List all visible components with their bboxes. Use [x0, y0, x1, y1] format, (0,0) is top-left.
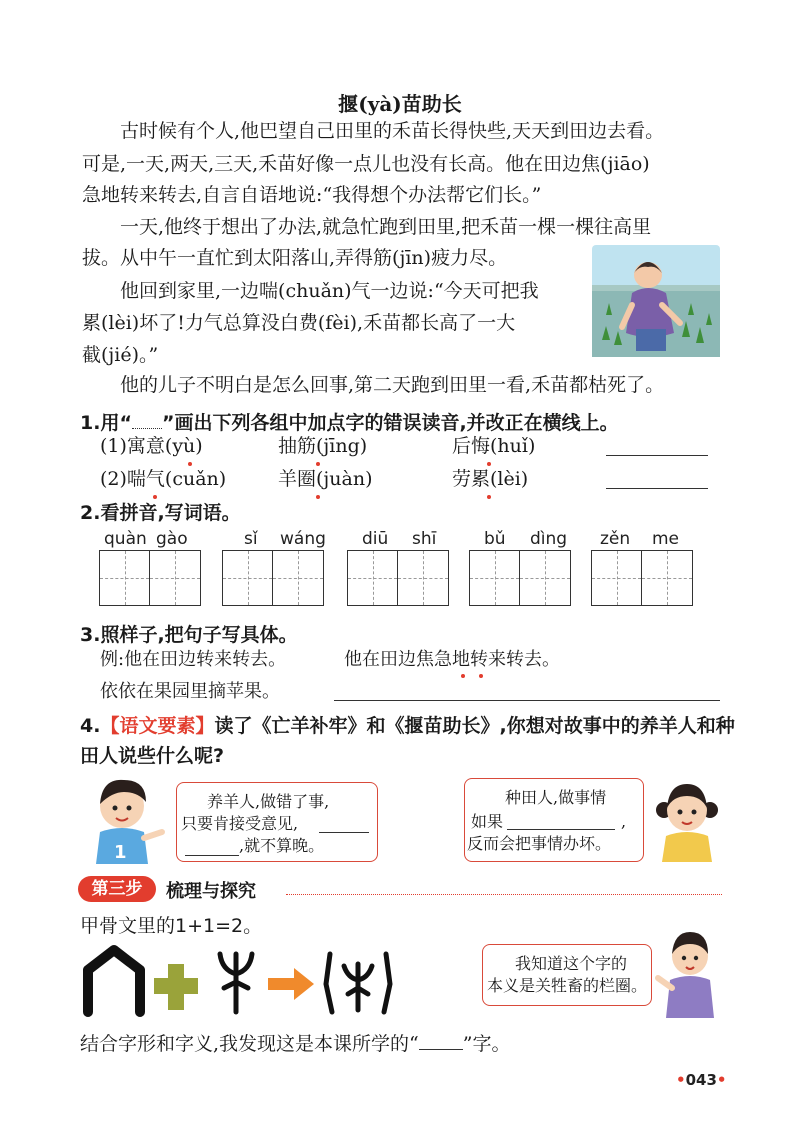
roof-glyph-icon — [88, 950, 140, 1012]
answer-line[interactable] — [334, 700, 720, 701]
question-text: 田人说些什么呢? — [80, 745, 225, 767]
pinyin: me — [652, 529, 680, 549]
arrow-right-icon — [268, 968, 314, 1000]
answer-line[interactable] — [185, 855, 239, 856]
q1-item: (1)寓意(yù) — [100, 435, 203, 457]
oracle-title: 甲骨文里的1+1=2。 — [80, 915, 263, 937]
question-text: 看拼音,写词语。 — [100, 502, 241, 524]
emphasis-dot — [487, 495, 491, 499]
example-sentence: 例:他在田边转来转去。 — [100, 649, 287, 670]
story-line: 截(jié)。” — [82, 344, 159, 366]
section-title: 梳理与探究 — [166, 881, 256, 902]
story-line: 古时候有个人,他巴望自己田里的禾苗长得快些,天天到田边去看。 — [120, 120, 665, 142]
conclusion-part: ”字。 — [462, 1033, 511, 1055]
pinyin: quàn — [104, 529, 147, 549]
story-line: 可是,一天,两天,三天,禾苗好像一点儿也没有长高。他在田边焦(jiāo) — [82, 153, 650, 175]
answer-line[interactable] — [606, 455, 708, 456]
section-badge: 第三步 — [78, 876, 156, 902]
emphasis-dot — [316, 462, 320, 466]
writing-grid[interactable] — [99, 550, 201, 606]
writing-grid[interactable] — [222, 550, 324, 606]
lesson-title: 揠(yà)苗助长 — [338, 92, 462, 116]
page-number — [676, 1071, 727, 1089]
story-line: 累(lèi)坏了!力气总算没白费(fèi),禾苗都长高了一大 — [82, 312, 516, 334]
question-text: 照样子,把句子写具体。 — [100, 624, 298, 646]
bubble-text: 只要肯接受意见, — [181, 814, 299, 833]
q1-item: 后悔(huǐ) — [452, 435, 536, 457]
svg-text:1: 1 — [114, 842, 127, 863]
pinyin: shī — [412, 529, 437, 549]
pinyin: bǔ — [484, 529, 506, 549]
answer-line[interactable] — [606, 488, 708, 489]
prompt-sentence: 依依在果园里摘苹果。 — [100, 681, 280, 702]
pinyin: dìng — [530, 529, 568, 549]
answer-line[interactable] — [507, 829, 615, 830]
pinyin: diū — [362, 529, 389, 549]
story-line: 一天,他终于想出了办法,就急忙跑到田里,把禾苗一棵一棵往高里 — [120, 216, 652, 238]
question-number: 1. — [80, 412, 101, 434]
emphasis-dot — [188, 462, 192, 466]
boy-illustration — [88, 778, 168, 864]
pen-glyph-icon — [326, 954, 390, 1012]
skill-tag: 【语文要素】 — [100, 715, 215, 737]
q1-item: 劳累(lèi) — [452, 468, 529, 490]
q1-item: 羊圈(juàn) — [278, 468, 373, 490]
story-line: 急地转来转去,自言自语地说:“我得想个办法帮它们长。” — [82, 184, 542, 206]
pinyin: zěn — [600, 529, 631, 549]
page-dot-icon: • — [676, 1071, 686, 1089]
bubble-text: 反而会把事情办坏。 — [467, 834, 612, 853]
question-number: 4. — [80, 715, 101, 737]
writing-grid[interactable] — [347, 550, 449, 606]
q1-item: (2)喘气(cuǎn) — [100, 468, 227, 490]
bubble-text: 如果 — [471, 812, 504, 831]
question-1-heading — [80, 408, 619, 435]
emphasis-dot — [479, 674, 483, 678]
conclusion-text — [80, 1034, 510, 1054]
story-line: 他回到家里,一边喘(chuǎn)气一边说:“今天可把我 — [120, 280, 539, 302]
question-4-heading — [80, 711, 735, 738]
writing-grid[interactable] — [469, 550, 571, 606]
ox-glyph-icon — [220, 954, 252, 1012]
example-answer: 他在田边焦急地转来转去。 — [344, 649, 560, 670]
farmer-illustration — [592, 245, 720, 357]
conclusion-part: 结合字形和字义,我发现这是本课所学的“ — [80, 1033, 419, 1055]
girl-illustration — [654, 780, 720, 862]
question-number: 2. — [80, 502, 101, 524]
bubble-text: 我知道这个字的 — [515, 954, 628, 973]
boy-pointing-illustration — [654, 930, 724, 1018]
q1-item: 抽筋(jīng) — [278, 435, 368, 457]
emphasis-dot — [461, 674, 465, 678]
pinyin: gào — [156, 529, 188, 549]
emphasis-dot — [487, 462, 491, 466]
emphasis-dot — [316, 495, 320, 499]
page-number-text: 043 — [685, 1071, 717, 1089]
question-2-heading — [80, 498, 241, 525]
wavy-line-icon — [132, 418, 162, 429]
answer-line[interactable] — [419, 1039, 463, 1050]
question-text: 读了《亡羊补牢》和《揠苗助长》,你想对故事中的养羊人和种 — [214, 715, 735, 737]
page-dot-icon: • — [716, 1071, 727, 1089]
question-text: ”画出下列各组中加点字的错误读音,并改正在横线上。 — [161, 412, 619, 434]
pinyin: wáng — [280, 529, 326, 549]
speech-bubble-oracle — [482, 944, 652, 1006]
bubble-text: 种田人,做事情 — [505, 788, 607, 807]
bubble-text: 养羊人,做错了事, — [207, 792, 330, 811]
bubble-text: 本义是关牲畜的栏圈。 — [487, 976, 648, 995]
speech-bubble-shepherd — [176, 782, 378, 862]
story-line: 他的儿子不明白是怎么回事,第二天跑到田里一看,禾苗都枯死了。 — [120, 374, 665, 396]
question-3-heading — [80, 620, 298, 647]
writing-grid[interactable] — [591, 550, 693, 606]
bubble-text: , — [621, 812, 627, 831]
plus-icon — [154, 964, 198, 1010]
speech-bubble-farmer — [464, 778, 644, 862]
question-text: 用“ — [100, 412, 132, 434]
bubble-text: ,就不算晚。 — [239, 836, 325, 855]
pinyin: sǐ — [244, 529, 258, 549]
story-line: 拔。从中午一直忙到太阳落山,弄得筋(jīn)疲力尽。 — [82, 247, 508, 269]
section-divider — [286, 894, 722, 895]
question-number: 3. — [80, 624, 101, 646]
oracle-equation — [80, 944, 400, 1018]
answer-line[interactable] — [319, 832, 369, 833]
